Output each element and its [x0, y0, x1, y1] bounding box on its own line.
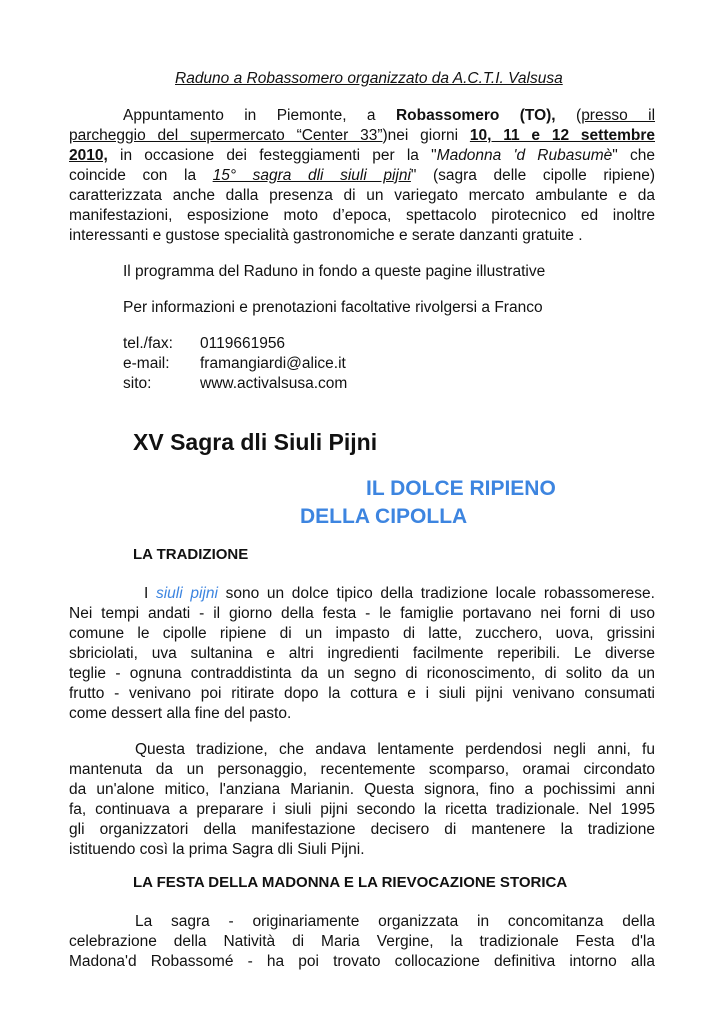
section-heading-festa: LA FESTA DELLA MADONNA E LA RIEVOCAZIONE STORICA: [133, 874, 568, 891]
tradizione-p2-line-4: fa, continuava a preparare i siuli pijni secondo la ricetta tradizionale. Nel 1995: [69, 801, 655, 818]
location-detail: presso il: [581, 107, 656, 124]
tradizione-p2-line-6: istituendo così la prima Sagra dli Siuli Pijni.: [69, 841, 365, 858]
location-name: Robassomero (TO),: [395, 107, 556, 124]
subtitle-line-2: DELLA CIPOLLA: [300, 505, 468, 528]
intro-line-6: manifestazioni, esposizione moto d’epoca, spettacolo pirotecnico ed inoltre: [69, 207, 655, 224]
intro-text: (: [555, 107, 582, 124]
location-detail: parcheggio del supermercato “Center 33”: [69, 127, 383, 144]
contact-email: [123, 354, 346, 374]
tradizione-p1-line-4: sbriciolati, uva sultanina e altri ingredienti facilmente reperibili. Le diverse: [69, 645, 655, 662]
site-value[interactable]: www.activalsusa.com: [200, 375, 348, 392]
tradizione-p2-line-3: da un'alone mitico, l'anziana Marianin. Questa signora, fino a pochissimi anni: [69, 781, 655, 798]
program-note: Il programma del Raduno in fondo a queste pagine illustrative: [123, 263, 546, 280]
tradizione-p1-line-7: come dessert alla fine del pasto.: [69, 705, 292, 722]
intro-line-5: caratterizzata anche dalla presenza di un variegato mercato ambulante e da: [69, 187, 655, 204]
tradizione-p1-line-1: [144, 584, 655, 604]
section-heading-tradizione: LA TRADIZIONE: [133, 546, 249, 563]
tradizione-p2-line-1: Questa tradizione, che andava lentamente perdendosi negli anni, fu: [135, 741, 655, 758]
tradizione-p1-line-3: comune le cipolle ripiene di un impasto di latte, zucchero, uova, grissini: [69, 625, 655, 642]
intro-text: " che: [612, 147, 655, 164]
contact-site: [123, 374, 347, 394]
intro-line-4: [69, 166, 655, 186]
festa-p1-line-3: Madona'd Robassomé - ha poi trovato collocazione definitiva intorno alla: [69, 953, 655, 970]
email-value[interactable]: framangiardi@alice.it: [200, 355, 346, 372]
site-label: sito:: [123, 375, 152, 392]
tradizione-p1-line-2: Nei tempi andati - il giorno della festa - le famiglie portavano nei forni di uso: [69, 605, 655, 622]
subtitle-line-1: IL DOLCE RIPIENO: [366, 477, 556, 500]
siuli-pijni-term: siuli pijni: [155, 585, 218, 602]
contact-tel: [123, 334, 285, 354]
tradizione-p1-line-6: frutto - venivano poi ritirate dopo la cottura e i siuli pijni venivano consumati: [69, 685, 655, 702]
intro-line-2: [69, 126, 655, 146]
info-note: Per informazioni e prenotazioni facoltative rivolgersi a Franco: [123, 299, 543, 316]
intro-text: Appuntamento in Piemonte, a: [123, 107, 396, 124]
page-title: XV Sagra dli Siuli Pijni: [133, 429, 378, 455]
intro-text: in occasione dei festeggiamenti per la ": [107, 147, 437, 164]
festival-name: Madonna 'd Rubasumè: [436, 147, 613, 164]
festa-p1-line-2: celebrazione della Natività di Maria Vergine, la tradizionale Festa d'la: [69, 933, 655, 950]
tel-label: tel./fax:: [123, 335, 173, 352]
tradizione-p2-line-5: gli organizzatori della manifestazione decisero di mantenere la tradizione: [69, 821, 655, 838]
tradizione-p2-line-2: mantenuta da un personaggio, recentemente scomparso, oramai circondato: [69, 761, 655, 778]
intro-text: )nei giorni: [382, 127, 470, 144]
email-label: e-mail:: [123, 355, 170, 372]
festa-p1-line-1: La sagra - originariamente organizzata in concomitanza della: [135, 913, 655, 930]
event-dates: 10, 11 e 12 settembre: [469, 127, 655, 144]
header-line: Raduno a Robassomero organizzato da A.C.T.I. Valsusa: [175, 70, 563, 87]
intro-line-3: [69, 146, 655, 166]
body-text: I: [144, 585, 156, 602]
body-text: sono un dolce tipico della tradizione locale robassomerese.: [217, 585, 655, 602]
sagra-name: 15° sagra dli siuli pijni: [212, 167, 411, 184]
event-year: 2010,: [69, 147, 108, 164]
intro-text: " (sagra delle cipolle ripiene): [410, 167, 656, 184]
intro-line-7: interessanti e gustose specialità gastronomiche e serate danzanti gratuite .: [69, 227, 583, 244]
intro-text: coincide con la: [69, 167, 213, 184]
tradizione-p1-line-5: teglie - ognuna contraddistinta da un segno di riconoscimento, di solito da un: [69, 665, 655, 682]
tel-value: 0119661956: [200, 335, 286, 352]
intro-line-1: [123, 106, 655, 126]
